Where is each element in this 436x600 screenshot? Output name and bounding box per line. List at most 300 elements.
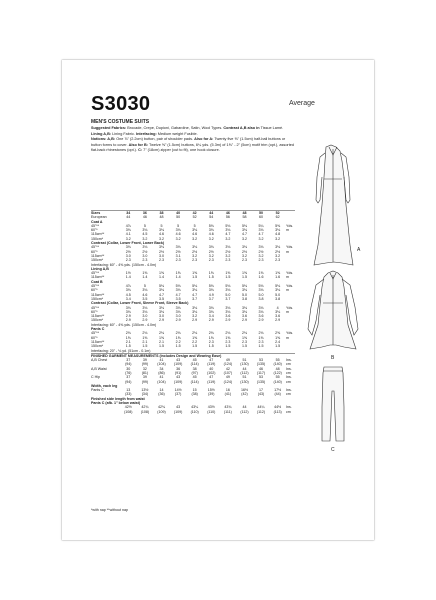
table-cell: 2.3	[142, 258, 148, 263]
garment-illustrations	[298, 145, 368, 453]
table-cell: 2½	[275, 249, 281, 254]
unit-label: Yds.	[286, 245, 294, 250]
table-cell: 3.5	[175, 296, 181, 301]
table-cell: 49	[225, 358, 230, 363]
view-c-pants-illustration	[322, 367, 344, 441]
table-cell: 2½	[225, 249, 231, 254]
table-cell: 46	[220, 211, 237, 216]
table-cell: 3⅛	[258, 309, 264, 314]
table-cell: (110)	[190, 409, 199, 414]
table-cell: 3⅛	[208, 309, 214, 314]
interfacing-note: Interfacing: 20" - ⅛ yd. (51cm - 0.1m)	[91, 348, 151, 353]
table-cell: 1.5	[208, 275, 214, 280]
table-cell: 5⅛	[241, 284, 247, 289]
table-cell: 5	[160, 223, 163, 228]
table-cell: 1.5	[125, 344, 131, 349]
table-cell: 38	[153, 211, 170, 216]
table-cell: 4.7	[158, 292, 164, 297]
table-cell: 17	[259, 388, 264, 393]
table-cell: 2½	[158, 249, 164, 254]
table-cell: (140)	[273, 362, 282, 367]
table-cell: 1⅝	[241, 335, 247, 340]
table-cell: 44¼	[257, 405, 265, 410]
table-cell: 2.3	[241, 339, 247, 344]
table-cell: 3⅛	[225, 288, 231, 293]
table-cell: 3.2	[275, 253, 281, 258]
table-cell: 3⅛	[158, 309, 164, 314]
table-cell: 2.9	[275, 318, 281, 323]
row-label: 150cm*	[91, 296, 104, 301]
table-cell: 45	[192, 358, 197, 363]
table-cell: (122)	[273, 370, 282, 375]
table-cell: 42¾	[141, 405, 149, 410]
table-cell: 3.0	[142, 314, 148, 319]
table-cell: 3⅛	[158, 245, 164, 250]
row-label: 115cm**	[91, 253, 105, 258]
pattern-envelope-back	[62, 60, 374, 540]
table-cell: 3.2	[241, 253, 247, 258]
view-b-label: B	[331, 355, 335, 361]
table-cell: (114)	[190, 379, 199, 384]
table-cell: 37	[126, 358, 131, 363]
unit-label: Ins.	[286, 366, 292, 371]
table-cell: 3.8	[275, 296, 281, 301]
fabrics-label: Suggested Fabrics:	[91, 126, 127, 130]
table-cell: 3⅛	[258, 288, 264, 293]
table-cell: 1⅝	[275, 335, 281, 340]
table-cell: 3.2	[192, 314, 198, 319]
table-cell: 39	[142, 358, 147, 363]
table-cell: 13½	[141, 388, 149, 393]
table-cell: 14½	[174, 388, 182, 393]
table-cell: (102)	[207, 370, 216, 375]
row-label: 45"**	[91, 245, 100, 250]
table-cell: 43¾	[224, 405, 232, 410]
table-cell: 5	[143, 284, 146, 289]
row-label: Sizes	[91, 211, 120, 216]
table-cell: 2.3	[258, 339, 264, 344]
table-cell: 1.5	[175, 344, 181, 349]
notions-text: One ⅞" (2.2cm) button, pair of shoulder pads.	[116, 137, 194, 141]
table-cell: 3.2	[208, 253, 214, 258]
table-cell: 1.5	[225, 275, 231, 280]
table-cell: 1.5	[275, 344, 281, 349]
unit-label: Ins.	[286, 405, 292, 410]
table-cell: 5¼	[258, 223, 264, 228]
table-cell: 3⅛	[125, 245, 131, 250]
pattern-number: S3030	[91, 93, 151, 115]
row-label: 115cm**	[91, 339, 105, 344]
table-cell: 17½	[274, 388, 282, 393]
table-cell: 1.5	[258, 344, 264, 349]
table-cell: 42	[186, 211, 203, 216]
table-cell: 55	[275, 358, 280, 363]
table-cell: 3.2	[225, 236, 231, 241]
table-cell: 3.2	[258, 236, 264, 241]
table-cell: (97)	[191, 370, 198, 375]
unit-label: cm	[286, 409, 291, 414]
table-cell: 3.6	[225, 314, 231, 319]
table-cell: (112)	[240, 409, 249, 414]
table-cell: 3⅛	[142, 245, 148, 250]
row-label: 60"*	[91, 309, 98, 314]
table-cell: 1⅝	[175, 271, 181, 276]
table-cell: 3.6	[258, 314, 264, 319]
table-cell: (91)	[174, 370, 182, 375]
table-cell: (109)	[157, 409, 166, 414]
table-cell: 43	[176, 405, 181, 410]
table-cell: 62	[275, 215, 280, 220]
view-a-coat-illustration	[314, 145, 353, 265]
table-cell: 3.0	[175, 314, 181, 319]
table-cell: 3.2	[225, 253, 231, 258]
table-cell: 2½	[142, 249, 148, 254]
interfacing-label: Interfacing:	[136, 131, 157, 136]
table-cell: 1⅝	[275, 271, 281, 276]
table-cell: 41	[159, 358, 164, 363]
table-cell: (119)	[207, 362, 216, 367]
table-cell: 4⅞	[125, 223, 131, 228]
table-cell: 34	[120, 211, 137, 216]
table-cell: (34)	[141, 392, 149, 397]
unit-label: Yds.	[286, 331, 294, 336]
table-cell: 4.1	[125, 232, 131, 237]
row-label: 60"*	[91, 288, 98, 293]
table-cell: (130)	[240, 379, 249, 384]
table-cell: 36	[176, 366, 181, 371]
row-label: 45"**	[91, 331, 100, 336]
table-cell: 2⅛	[258, 331, 264, 336]
table-cell: 2.9	[158, 318, 164, 323]
row-label: C Hip	[91, 375, 100, 380]
table-cell: (114)	[190, 362, 199, 367]
table-cell: 3⅛	[142, 228, 148, 233]
table-cell: 1.5	[142, 344, 148, 349]
table-cell: 4.6	[175, 232, 181, 237]
c-text: 7" (18cm) zipper (cut to fit), one hook closure.	[143, 148, 220, 152]
table-cell: 2.2	[192, 339, 198, 344]
table-cell: 1⅝	[158, 271, 164, 276]
view-c-label: C	[331, 447, 335, 453]
table-cell: 5⅛	[158, 284, 164, 289]
table-cell: 2⅛	[125, 331, 131, 336]
table-cell: 2⅛	[225, 331, 231, 336]
table-cell: 3.0	[158, 253, 164, 258]
table-cell: 1⅝	[158, 335, 164, 340]
row-label: 115cm**	[91, 232, 105, 237]
table-cell: 40	[209, 366, 214, 371]
unit-label: cm	[286, 362, 291, 367]
table-cell: 1.5	[158, 344, 164, 349]
row-label: 60"*	[91, 249, 98, 254]
unit-label: Yds.	[286, 284, 294, 289]
table-cell: 47	[209, 358, 214, 363]
table-cell: 5.0	[225, 292, 231, 297]
table-cell: (33)	[125, 392, 132, 397]
table-cell: 53	[259, 358, 264, 363]
table-cell: 3⅛	[208, 288, 214, 293]
table-cell: 3⅛	[125, 305, 131, 310]
table-cell: (113)	[273, 409, 282, 414]
table-cell: 3⅛	[192, 245, 198, 250]
table-cell: 3⅛	[175, 309, 181, 314]
table-cell: 5⅛	[225, 284, 231, 289]
table-cell: 3⅛	[175, 288, 181, 293]
table-cell: 2.9	[225, 318, 231, 323]
unit-label: m	[286, 288, 289, 293]
unit-label: Ins.	[286, 388, 292, 393]
section-heading: Finished side length from waist	[91, 396, 145, 401]
notions-paragraph	[91, 137, 295, 154]
table-cell: (111)	[223, 409, 232, 414]
table-cell: 3⅛	[208, 305, 214, 310]
size-range: Average	[289, 100, 315, 107]
table-cell: 2½	[258, 249, 264, 254]
table-cell: 3⅛	[258, 228, 264, 233]
table-cell: 2.3	[225, 339, 231, 344]
table-cell: 2.3	[192, 258, 198, 263]
table-row	[91, 410, 295, 414]
table-cell: (99)	[141, 362, 149, 367]
table-cell: 60	[259, 215, 264, 220]
view-a-label: A	[357, 247, 361, 253]
table-cell: (110)	[207, 409, 216, 414]
table-cell: 3⅛	[142, 309, 148, 314]
table-cell: 2.3	[208, 339, 214, 344]
row-label	[91, 410, 120, 414]
table-cell: 3⅛	[275, 245, 281, 250]
table-cell: 2.9	[125, 314, 131, 319]
table-cell: 51	[242, 375, 247, 380]
table-cell: (107)	[223, 370, 233, 375]
table-cell: 3⅛	[175, 305, 181, 310]
section-heading: Width, each leg	[91, 383, 118, 388]
table-cell: (76)	[125, 370, 132, 375]
table-cell: 1.5	[208, 344, 214, 349]
section-heading: FINISHED GARMENT MEASUREMENTS (includes Design and Wearing Ease)	[91, 353, 295, 358]
table-cell: 3.2	[192, 236, 198, 241]
table-cell: 3.6	[241, 314, 247, 319]
table-cell: 1.6	[275, 275, 281, 280]
row-label: 150cm*	[91, 318, 104, 323]
table-cell: (135)	[256, 362, 266, 367]
table-cell: (94)	[125, 379, 132, 384]
table-cell: 1⅝	[258, 335, 264, 340]
table-cell: 3⅛	[175, 228, 181, 233]
table-cell: 5.0	[258, 292, 264, 297]
interfacing-note: Interfacing: 60" - 4⅜ yds. (150cm - 4.0m)	[91, 322, 157, 327]
table-cell: 2.3	[258, 258, 264, 263]
row-label: 60"*	[91, 335, 98, 340]
nap-footnote: *with nap **without nap	[91, 508, 128, 512]
table-cell: 3⅛	[158, 305, 164, 310]
table-cell: (124)	[223, 379, 233, 384]
table-cell: 4.7	[241, 232, 247, 237]
table-cell: 1⅝	[225, 271, 231, 276]
table-cell: 3⅛	[225, 245, 231, 250]
table-cell: 4.6	[142, 292, 148, 297]
table-cell: 44½	[274, 405, 282, 410]
unit-label: Yds.	[286, 271, 294, 276]
table-cell: 1⅝	[241, 271, 247, 276]
table-cell: 1½	[125, 271, 131, 276]
table-cell: 1⅝	[175, 335, 181, 340]
table-cell: 3.2	[241, 236, 247, 241]
unit-label: cm	[286, 379, 291, 384]
table-cell: 1.4	[142, 275, 148, 280]
table-cell: 3.7	[192, 296, 198, 301]
table-cell: 5	[177, 223, 180, 228]
table-cell: (117)	[256, 370, 266, 375]
table-cell: 3.0	[125, 253, 131, 258]
table-cell: 1.4	[158, 275, 164, 280]
table-cell: 3⅛	[241, 245, 247, 250]
table-cell: 49	[225, 375, 230, 380]
table-cell: 5⅜	[275, 223, 281, 228]
table-cell: (112)	[240, 370, 249, 375]
table-cell: 1.4	[175, 275, 181, 280]
yardage-table	[91, 210, 295, 414]
table-cell: 2.9	[258, 318, 264, 323]
table-cell: 2.3	[275, 258, 281, 263]
table-cell: 54	[209, 215, 214, 220]
table-cell: 41	[159, 375, 164, 380]
table-cell: (108)	[140, 409, 150, 414]
interfacing-text: Medium weight Fusible.	[157, 131, 198, 136]
table-cell: 42½	[124, 405, 132, 410]
table-cell: (104)	[157, 362, 166, 367]
table-cell: 42¾	[157, 405, 165, 410]
table-cell: 1⅝	[225, 335, 231, 340]
row-label: A,B Chest	[91, 358, 108, 363]
fabrics-text: Brocade, Crepe, Dupioni, Gabardine, Satin, Wool Types.	[127, 126, 223, 130]
table-cell: 1⅝	[192, 271, 198, 276]
table-cell: 4.5	[142, 232, 148, 237]
table-cell: 2⅛	[208, 331, 214, 336]
table-cell: 43¼	[191, 405, 199, 410]
table-cell: 3⅛	[142, 288, 148, 293]
lining-text: Lining Fabric.	[112, 131, 135, 136]
row-label: European	[91, 215, 107, 220]
row-label: 150cm*	[91, 344, 104, 349]
table-cell: 43½	[207, 405, 215, 410]
row-label: 150cm*	[91, 236, 104, 241]
table-cell: 3⅛	[192, 305, 198, 310]
unit-label: Ins.	[286, 375, 292, 380]
table-cell: 4.6	[208, 232, 214, 237]
table-cell: 2.1	[158, 339, 164, 344]
table-cell: 3.2	[208, 236, 214, 241]
notions-label: Notions: A,B:	[91, 137, 116, 141]
also-b-label: Also for B:	[128, 142, 148, 147]
row-label: 115cm**	[91, 292, 105, 297]
table-cell: 37	[126, 375, 131, 380]
table-cell: 55	[275, 375, 280, 380]
table-cell: 2½	[125, 249, 131, 254]
table-cell: 3⅛	[241, 305, 247, 310]
table-cell: 2.3	[125, 258, 131, 263]
table-cell: 3.2	[175, 236, 181, 241]
table-cell: 2.9	[192, 318, 198, 323]
table-cell: 1⅝	[125, 335, 131, 340]
table-cell: 52	[269, 211, 286, 216]
table-cell: 3⅛	[175, 245, 181, 250]
table-cell: 3⅛	[158, 288, 164, 293]
unit-label: m	[286, 249, 289, 254]
table-cell: (81)	[141, 370, 149, 375]
table-cell: 2.9	[241, 318, 247, 323]
contrast-label: Contrast A,B also in	[223, 126, 260, 130]
table-cell: 1⅝	[142, 271, 148, 276]
table-cell: 42	[225, 366, 230, 371]
table-cell: 5⅛	[208, 223, 214, 228]
table-cell: (44)	[274, 392, 281, 397]
unit-label: m	[286, 335, 289, 340]
table-cell: (130)	[240, 362, 249, 367]
table-cell: 3.2	[192, 253, 198, 258]
table-cell: (86)	[158, 370, 165, 375]
table-cell: (109)	[173, 379, 183, 384]
table-cell: 3⅛	[192, 309, 198, 314]
unit-label: Yds.	[286, 305, 294, 310]
table-cell: (39)	[208, 392, 215, 397]
table-cell: 3.5	[142, 296, 148, 301]
fabrics-paragraph	[91, 126, 295, 137]
also-b-text: Twelve ⅝" (1.5cm) buttons, 6¼ yds. (5.3m) of 1⅝" - 2" (5cm) motif trim (opt.), assorted flat-back rhinestones (opt.).	[91, 142, 294, 152]
table-cell: (124)	[223, 362, 233, 367]
table-cell: 5.0	[275, 292, 281, 297]
table-cell: 2.4	[275, 339, 281, 344]
table-cell: 1⅝	[258, 271, 264, 276]
table-cell: (41)	[224, 392, 232, 397]
table-cell: (38)	[191, 392, 198, 397]
table-cell: 2.3	[208, 258, 214, 263]
table-cell: 48	[159, 215, 164, 220]
unit-label: Ins.	[286, 358, 292, 363]
table-cell: 3.1	[175, 253, 181, 258]
table-cell: 2.1	[142, 339, 148, 344]
table-cell: (104)	[157, 379, 166, 384]
table-cell: 51	[242, 358, 247, 363]
table-cell: 44	[203, 211, 220, 216]
table-cell: 3⅛	[142, 305, 148, 310]
row-label: 45"**	[91, 305, 100, 310]
table-cell: 2.3	[241, 258, 247, 263]
table-cell: 2⅛	[158, 331, 164, 336]
table-cell: 43	[176, 358, 181, 363]
unit-label: cm	[286, 392, 291, 397]
table-cell: 3.7	[208, 296, 214, 301]
pattern-title: MEN'S COSTUME SUITS	[91, 119, 150, 125]
table-cell: 2½	[241, 249, 247, 254]
contrast-text: Tissue Lamé.	[260, 126, 284, 130]
table-cell: 3.8	[241, 296, 247, 301]
table-cell: 16½	[240, 388, 248, 393]
row-label: 150cm*	[91, 258, 104, 263]
table-cell: 4.6	[158, 232, 164, 237]
table-cell: 3⅛	[192, 228, 198, 233]
table-cell: 2⅛	[142, 331, 148, 336]
row-label: 45"**	[91, 223, 100, 228]
unit-label: Yds.	[286, 223, 294, 228]
table-cell: 32	[142, 366, 147, 371]
table-cell: 3⅛	[158, 228, 164, 233]
table-cell: 58	[242, 215, 247, 220]
table-cell: (99)	[141, 379, 149, 384]
row-label: 115cm**	[91, 275, 105, 280]
unit-label: m	[286, 309, 289, 314]
table-cell: 1.6	[258, 275, 264, 280]
